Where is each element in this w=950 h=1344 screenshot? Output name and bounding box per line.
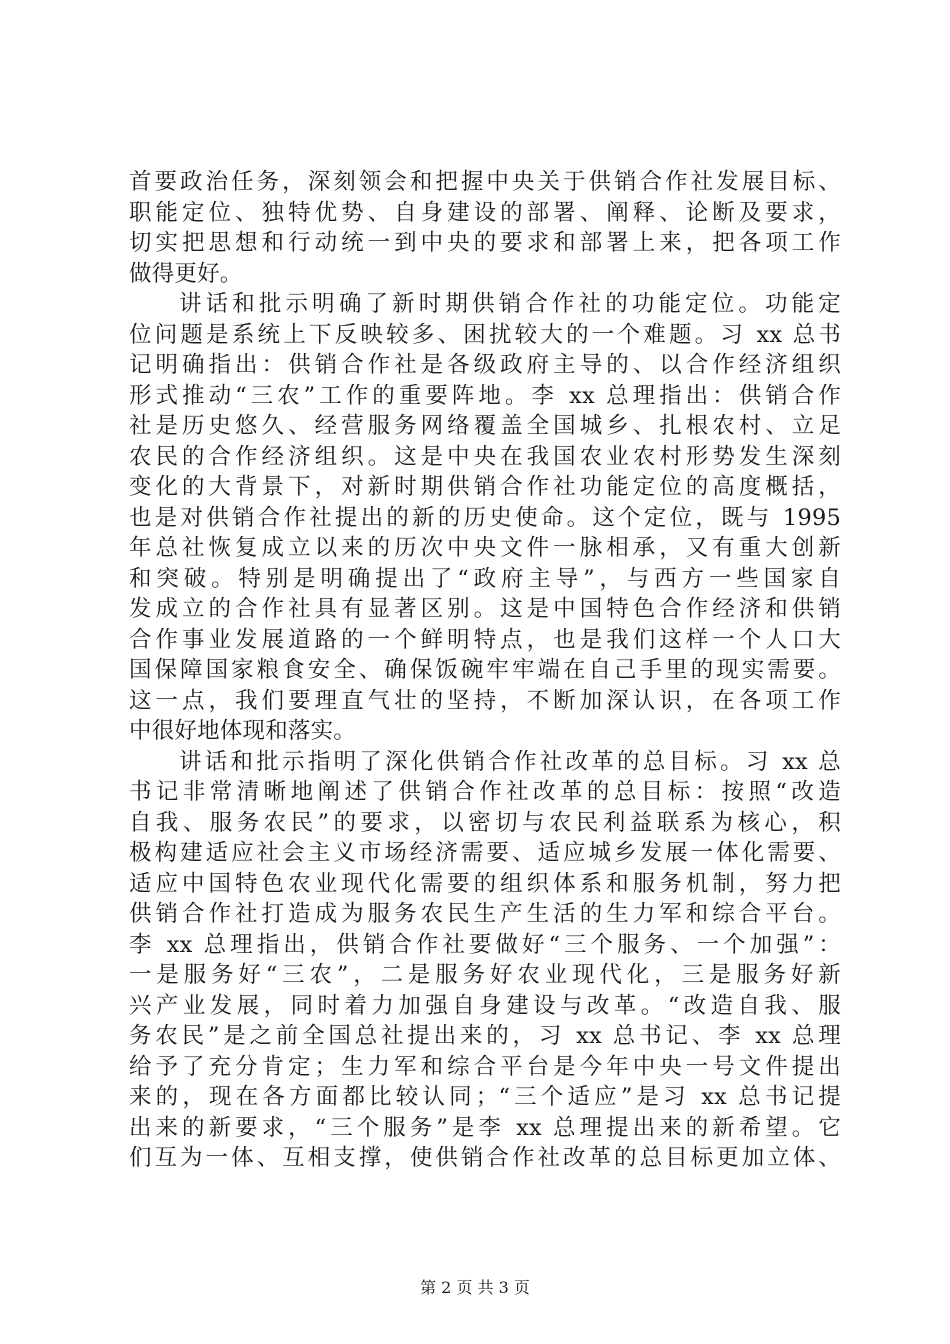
text-line: 中很好地体现和落实。 bbox=[129, 718, 357, 744]
text-line: 讲话和批示明确了新时期供销合作社的功能定位。功能定 bbox=[179, 291, 841, 317]
text-line: 书记非常清晰地阐述了供销合作社改革的总目标：按照“改造 bbox=[129, 779, 841, 805]
text-line: 这一点，我们要理直气壮的坚持，不断加深认识，在各项工作 bbox=[129, 687, 841, 714]
text-line: 务农民”是之前全国总社提出来的，习 xx 总书记、李 xx 总理 bbox=[129, 1023, 841, 1049]
text-line: 变化的大背景下，对新时期供销合作社功能定位的高度概括， bbox=[129, 474, 841, 500]
text-line: 极构建适应社会主义市场经济需要、适应城乡发展一体化需要、 bbox=[129, 840, 841, 866]
text-line: 一是服务好“三农”，二是服务好农业现代化，三是服务好新 bbox=[129, 962, 841, 988]
text-line: 职能定位、独特优势、自身建设的部署、阐释、论断及要求， bbox=[129, 199, 841, 226]
text-line: 切实把思想和行动统一到中央的要求和部署上来，把各项工作 bbox=[129, 230, 841, 256]
text-line: 社是历史悠久、经营服务网络覆盖全国城乡、扎根农村、立足 bbox=[129, 413, 841, 439]
text-line: 和突破。特别是明确提出了“政府主导”，与西方一些国家自 bbox=[129, 565, 841, 592]
text-line: 兴产业发展，同时着力加强自身建设与改革。“改造自我、服 bbox=[129, 992, 841, 1019]
text-line: 国保障国家粮食安全、确保饭碗牢牢端在自己手里的现实需要。 bbox=[129, 657, 841, 683]
text-line: 出来的新要求，“三个服务”是李 xx 总理提出来的新希望。它 bbox=[129, 1114, 841, 1141]
text-line: 位问题是系统上下反映较多、困扰较大的一个难题。习 xx 总书 bbox=[129, 321, 841, 348]
text-line: 年总社恢复成立以来的历次中央文件一脉相承，又有重大创新 bbox=[129, 535, 841, 561]
text-line: 们互为一体、互相支撑，使供销合作社改革的总目标更加立体、 bbox=[129, 1145, 841, 1171]
text-line: 农民的合作经济组织。这是中央在我国农业农村形势发生深刻 bbox=[129, 443, 841, 470]
paragraph-2 bbox=[129, 289, 841, 747]
body-text bbox=[129, 167, 841, 1174]
text-line: 给予了充分肯定；生力军和综合平台是今年中央一号文件提出 bbox=[129, 1053, 841, 1080]
paragraph-1 bbox=[129, 167, 841, 289]
text-line: 做得更好。 bbox=[129, 260, 243, 287]
text-line: 形式推动“三农”工作的重要阵地。李 xx 总理指出：供销合作 bbox=[129, 382, 841, 409]
text-line: 适应中国特色农业现代化需要的组织体系和服务机制，努力把 bbox=[129, 870, 841, 897]
text-line: 合作事业发展道路的一个鲜明特点，也是我们这样一个人口大 bbox=[129, 626, 841, 653]
text-line: 李 xx 总理指出，供销合作社要做好“三个服务、一个加强”： bbox=[129, 931, 841, 958]
text-line: 发成立的合作社具有显著区别。这是中国特色合作经济和供销 bbox=[129, 596, 841, 622]
text-line: 自我、服务农民”的要求，以密切与农民利益联系为核心，积 bbox=[129, 809, 841, 836]
text-line: 讲话和批示指明了深化供销合作社改革的总目标。习 xx 总 bbox=[179, 748, 841, 775]
paragraph-3 bbox=[129, 747, 841, 1174]
text-line: 也是对供销合作社提出的新的历史使命。这个定位，既与 1995 bbox=[129, 504, 841, 531]
text-line: 首要政治任务，深刻领会和把握中央关于供销合作社发展目标、 bbox=[129, 169, 841, 195]
text-line: 供销合作社打造成为服务农民生产生活的生力军和综合平台。 bbox=[129, 901, 841, 927]
text-line: 记明确指出：供销合作社是各级政府主导的、以合作经济组织 bbox=[129, 352, 841, 378]
text-line: 来的，现在各方面都比较认同；“三个适应”是习 xx 总书记提 bbox=[129, 1084, 841, 1110]
page-number-footer: 第 2 页 共 3 页 bbox=[420, 1278, 530, 1297]
